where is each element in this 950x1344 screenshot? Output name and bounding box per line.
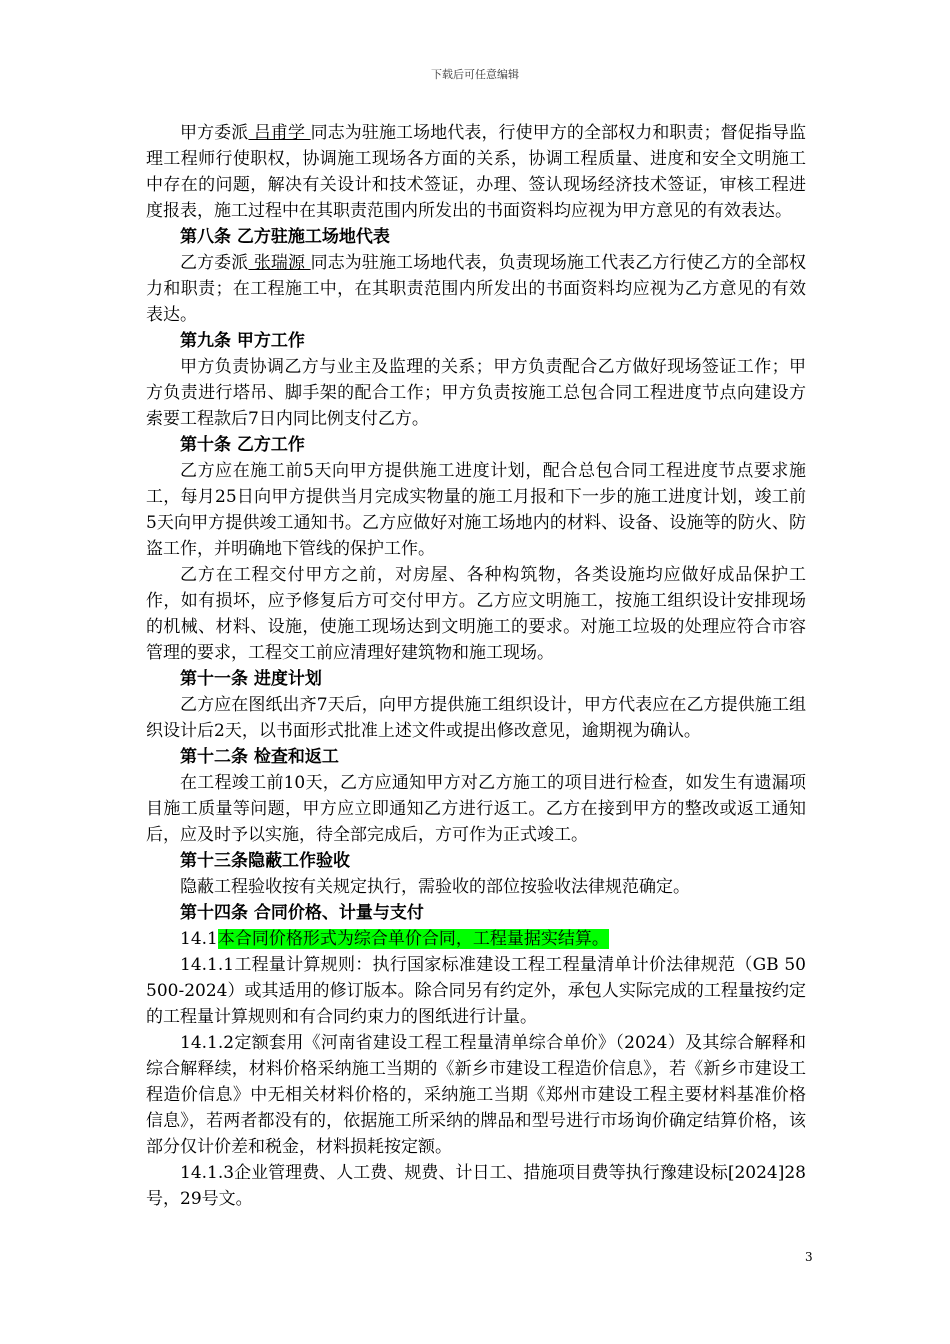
text-segment: 同志为驻施工场地代表，行使甲方的全部权力和职责；督促指导监理工程师行使职权，协调施工现场各方面的关系，协调工程质量、进度和安全文明施工中存在的问题，解决有关设计和技术签证，办理、签认现场经济技术签证，审核工程进度报表，施工过程中在其职责范围内所发出的书面资料均应视为甲方意见的有效表达。 <box>146 123 807 221</box>
party-b-representative-name: 张瑞源 <box>248 253 311 273</box>
section-10-title: 第十条 乙方工作 <box>180 435 305 455</box>
text-segment: 乙方委派 <box>180 253 249 273</box>
section-9-body: 甲方负责协调乙方与业主及监理的关系；甲方负责配合乙方做好现场签证工作；甲方负责进行塔吊、脚手架的配合工作；甲方负责按施工总包合同工程进度节点向建设方索要工程款后7日内同比例支付乙方。 <box>146 357 806 429</box>
clause-14-1-2: 14.1.2定额套用《河南省建设工程工程量清单综合单价》（2024）及其综合解释和综合解释续，材料价格采纳施工当期的《新乡市建设工程造价信息》，若《新乡市建设工程造价信息》中无相关材料价格的，采纳施工当期《郑州市建设工程主要材料基准价格信息》，若两者都没有的，依据施工所采纳的牌品和型号进行市场询价确定结算价格，该部分仅计价差和税金，材料损耗按定额。 <box>146 1033 806 1157</box>
section-10-body-1: 乙方应在施工前5天向甲方提供施工进度计划，配合总包合同工程进度节点要求施工，每月25日向甲方提供当月完成实物量的施工月报和下一步的施工进度计划，竣工前5天向甲方提供竣工通知书。乙方应做好对施工场地内的材料、设备、设施等的防火、防盗工作，并明确地下管线的保护工作。 <box>146 461 806 559</box>
paragraph-party-a-representative <box>146 120 806 224</box>
party-a-representative-name: 吕甫学 <box>248 123 311 143</box>
clause-14-1-1: 14.1.1工程量计算规则：执行国家标准建设工程工程量清单计价法律规范（GB 50500-2024）或其适用的修订版本。除合同另有约定外，承包人实际完成的工程量按约定的工程量计算规则和有合同约束力的图纸进行计量。 <box>146 955 806 1027</box>
page-number: 3 <box>805 1250 813 1264</box>
section-10-body-2: 乙方在工程交付甲方之前，对房屋、各种构筑物，各类设施均应做好成品保护工作，如有损坏，应予修复后方可交付甲方。乙方应文明施工，按施工组织设计安排现场的机械、材料、设施，使施工现场达到文明施工的要求。对施工垃圾的处理应符合市容管理的要求，工程交工前应清理好建筑物和施工现场。 <box>146 565 806 663</box>
section-13-body: 隐蔽工程验收按有关规定执行，需验收的部位按验收法律规范确定。 <box>180 877 690 897</box>
section-8-title: 第八条 乙方驻施工场地代表 <box>180 227 390 247</box>
document-body <box>146 120 806 1212</box>
section-11-body: 乙方应在图纸出齐7天后，向甲方提供施工组织设计，甲方代表应在乙方提供施工组织设计后2天，以书面形式批准上述文件或提出修改意见，逾期视为确认。 <box>146 695 806 741</box>
clause-number: 14.1 <box>180 929 218 949</box>
clause-14-1-3: 14.1.3企业管理费、人工费、规费、计日工、措施项目费等执行豫建设标[2024]28号，29号文。 <box>146 1163 806 1209</box>
text-segment: 同志为驻施工场地代表，负责现场施工代表乙方行使乙方的全部权力和职责；在工程施工中，在其职责范围内所发出的书面资料均应视为乙方意见的有效表达。 <box>146 253 807 325</box>
section-12-title: 第十二条 检查和返工 <box>180 747 339 767</box>
section-13-title: 第十三条隐蔽工作验收 <box>180 851 350 871</box>
clause-14-1 <box>146 926 806 952</box>
section-12-body: 在工程竣工前10天，乙方应通知甲方对乙方施工的项目进行检查，如发生有遗漏项目施工质量等问题，甲方应立即通知乙方进行返工。乙方在接到甲方的整改或返工通知后，应及时予以实施，待全部完成后，方可作为正式竣工。 <box>146 773 806 845</box>
page-header: 下载后可任意编辑 <box>431 68 519 81</box>
text-segment: 甲方委派 <box>180 123 249 143</box>
section-9-title: 第九条 甲方工作 <box>180 331 305 351</box>
section-14-title: 第十四条 合同价格、计量与支付 <box>180 903 424 923</box>
section-11-title: 第十一条 进度计划 <box>180 669 322 689</box>
section-8-body <box>146 250 806 328</box>
highlighted-text: 本合同价格形式为综合单价合同，工程量据实结算。 <box>217 929 609 949</box>
